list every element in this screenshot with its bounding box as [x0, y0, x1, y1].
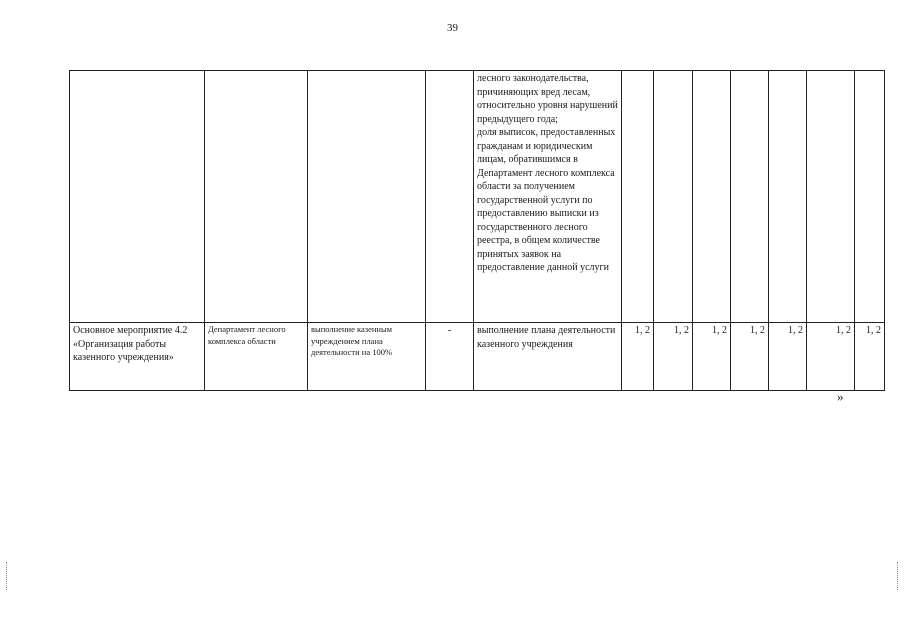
- continuation-mark: »: [837, 389, 844, 404]
- left-edge-dots: [6, 562, 9, 590]
- table-row: [70, 323, 885, 391]
- dash-cell: -: [426, 323, 474, 391]
- value-cell: [769, 71, 807, 323]
- executor-cell: Департамент лесного комплекса области: [205, 323, 308, 391]
- right-edge-dots: [897, 562, 900, 590]
- value-cell: [731, 71, 769, 323]
- value-cell: [855, 71, 885, 323]
- page-number: 39: [447, 22, 458, 34]
- value-cell: [693, 71, 731, 323]
- value-cell: [654, 71, 693, 323]
- activity-cell: Основное мероприятие 4.2 «Организация работы казенного учреждения»: [70, 323, 205, 391]
- table-row: [70, 71, 885, 323]
- result-cell: выполнение казенным учреждением плана деятельности на 100%: [308, 323, 426, 391]
- value-cell: 1, 2: [769, 323, 807, 391]
- value-cell: 1, 2: [654, 323, 693, 391]
- value-cell: [807, 71, 855, 323]
- value-cell: 1, 2: [693, 323, 731, 391]
- value-cell: 1, 2: [855, 323, 885, 391]
- value-cell: 1, 2: [807, 323, 855, 391]
- value-cell: [622, 71, 654, 323]
- indicator-cell: выполнение плана деятельности казенного учреждения: [474, 323, 622, 391]
- result-cell: [308, 71, 426, 323]
- executor-cell: [205, 71, 308, 323]
- program-activities-table: [69, 70, 885, 391]
- activity-cell: [70, 71, 205, 323]
- indicator-cell: лесного законодательства, причиняющих вред лесам, относительно уровня нарушений предыдущего года; доля выписок, предоставленных гражданам и юридическим лицам, обратившимся в Департамент лесного комплекса области за получением государственной услуги по предоставлению выписки из государственного лесного реестра, в общем количестве принятых заявок на предоставление данной услуги: [474, 71, 622, 323]
- value-cell: 1, 2: [622, 323, 654, 391]
- dash-cell: [426, 71, 474, 323]
- value-cell: 1, 2: [731, 323, 769, 391]
